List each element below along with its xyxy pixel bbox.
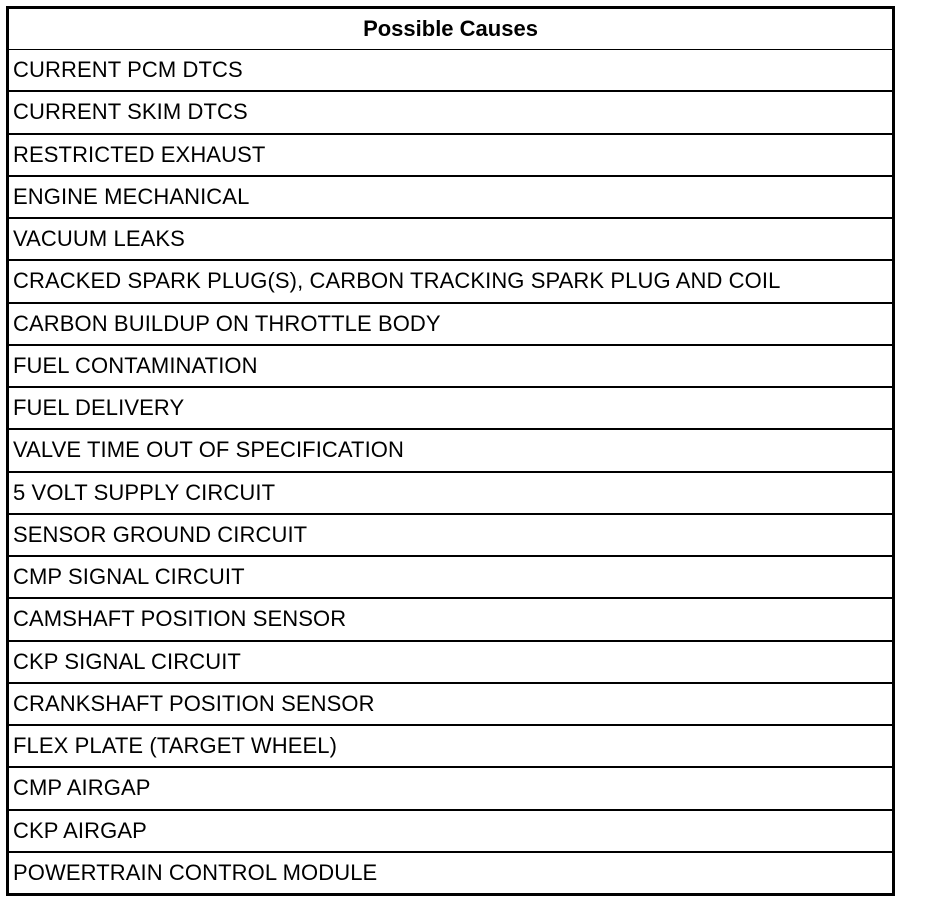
table-row: CURRENT PCM DTCS (9, 50, 892, 92)
table-row: ENGINE MECHANICAL (9, 177, 892, 219)
table-row: 5 VOLT SUPPLY CIRCUIT (9, 473, 892, 515)
table-row: CARBON BUILDUP ON THROTTLE BODY (9, 304, 892, 346)
table-row: CURRENT SKIM DTCS (9, 92, 892, 134)
table-row: FUEL DELIVERY (9, 388, 892, 430)
table-row: VALVE TIME OUT OF SPECIFICATION (9, 430, 892, 472)
possible-causes-table (6, 6, 895, 896)
table-row: POWERTRAIN CONTROL MODULE (13, 859, 378, 885)
table-row: FLEX PLATE (TARGET WHEEL) (9, 726, 892, 768)
table-row: CRACKED SPARK PLUG(S), CARBON TRACKING SPARK PLUG AND COIL (9, 261, 892, 303)
table-row: RESTRICTED EXHAUST (9, 135, 892, 177)
table-row: CMP SIGNAL CIRCUIT (9, 557, 892, 599)
table-row: CKP AIRGAP (9, 811, 892, 853)
table-header: Possible Causes (9, 9, 892, 50)
table-row: VACUUM LEAKS (9, 219, 892, 261)
table-row: SENSOR GROUND CIRCUIT (9, 515, 892, 557)
table-row: CRANKSHAFT POSITION SENSOR (9, 684, 892, 726)
table-row: CAMSHAFT POSITION SENSOR (9, 599, 892, 641)
table-row: CMP AIRGAP (9, 768, 892, 810)
table-row: CKP SIGNAL CIRCUIT (9, 642, 892, 684)
table-row: FUEL CONTAMINATION (9, 346, 892, 388)
table-body (9, 50, 892, 893)
